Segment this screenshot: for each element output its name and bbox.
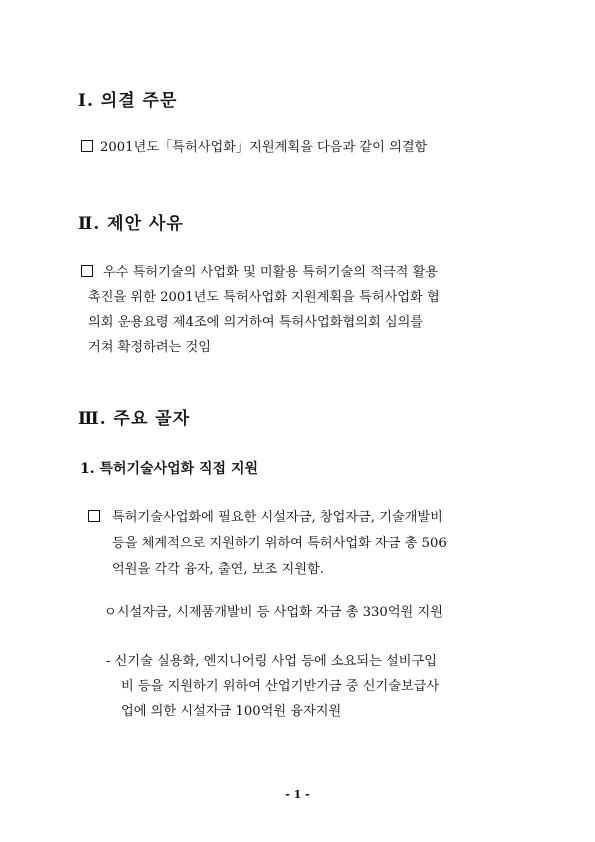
subsection-heading: 1. 특허기술사업화 직접 지원 (80, 461, 259, 477)
section-2-line: 거쳐 확정하려는 것임 (88, 340, 212, 355)
dash-bullet-line: 업에 의한 시설자금 100억원 융자지원 (121, 704, 342, 719)
section-1-heading: Ⅰ. 의결 주문 (78, 91, 178, 111)
section-3-box-line: 등을 체계적으로 지원하기 위하여 특허사업화 자금 총 506 (112, 536, 447, 551)
section-2-heading: Ⅱ. 제안 사유 (78, 214, 184, 234)
section-3-box-line: 특허기술사업화에 필요한 시설자금, 창업자금, 기술개발비 (112, 510, 443, 525)
dash-bullet-line: 비 등을 지원하기 위하여 산업기반기금 중 신기술보급사 (121, 679, 440, 694)
section-3-heading: Ⅲ. 주요 골자 (78, 409, 191, 429)
checkbox-square-icon (81, 265, 93, 277)
section-2-line: 촉진을 위한 2001년도 특허사업화 지원계획을 특허사업화 협 (88, 290, 440, 305)
section-2-line: 우수 특허기술의 사업화 및 미활용 특허기술의 적극적 활용 (103, 265, 439, 280)
section-3-box-line: 억원을 각각 융자, 출연, 보조 지원함. (112, 562, 324, 577)
dash-bullet-line: - 신기술 실용화, 엔지니어링 사업 등에 소요되는 설비구입 (106, 654, 437, 669)
section-2-line: 의회 운용요령 제4조에 의거하여 특허사업화협의회 심의를 (88, 315, 424, 330)
checkbox-square-icon (81, 140, 93, 152)
checkbox-square-icon (88, 510, 100, 522)
page-number: - 1 - (285, 788, 310, 801)
circle-bullet-item: ㅇ시설자금, 시제품개발비 등 사업화 자금 총 330억원 지원 (104, 605, 443, 620)
section-1-item: 2001년도「특허사업화」지원계획을 다음과 같이 의결함 (100, 140, 428, 155)
